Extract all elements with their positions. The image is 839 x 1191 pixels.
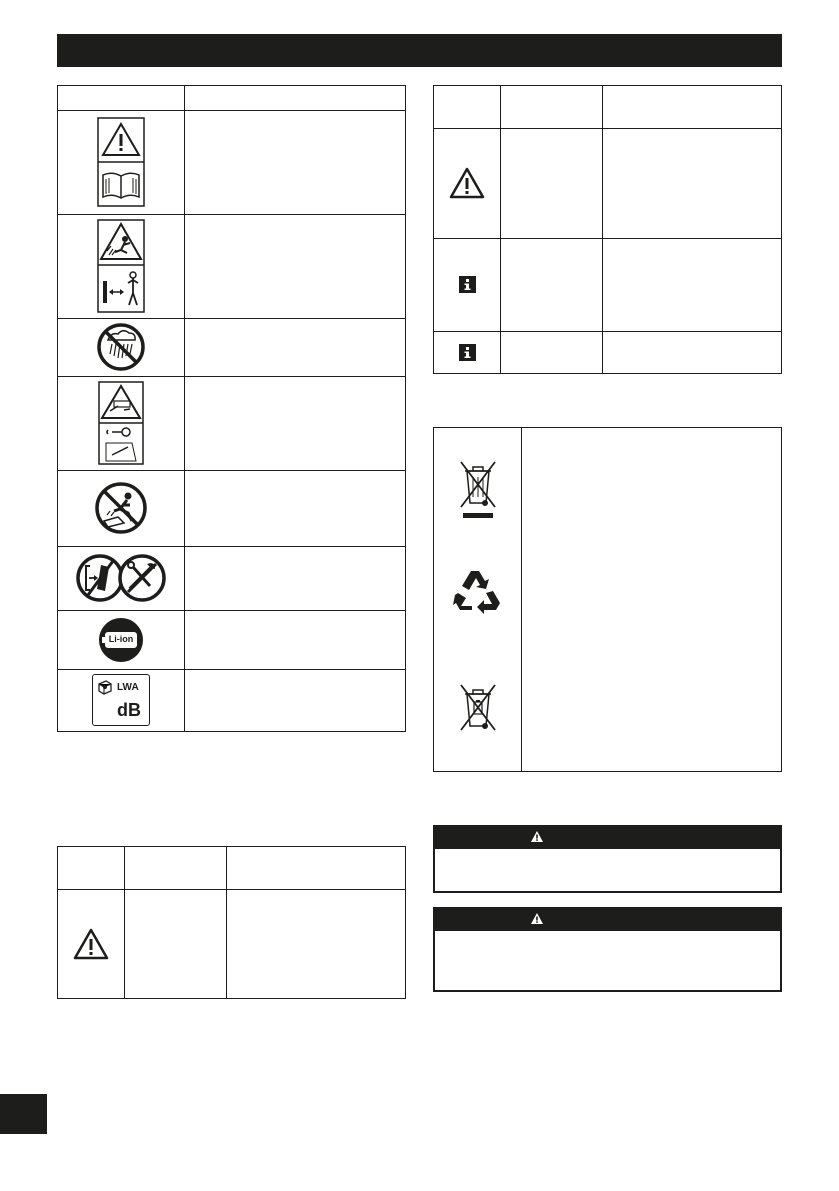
li-ion-battery-icon [58, 610, 184, 669]
page-number-tab [0, 1094, 47, 1134]
warning-triangle-icon [58, 889, 124, 999]
cutting-hazard-remove-key-icon [58, 376, 184, 470]
lwa-label: LWA [117, 682, 139, 693]
remove-key-before-maintenance-icon [58, 546, 184, 610]
warning-triangle-icon [434, 128, 500, 238]
crossed-bin-battery-icon [434, 678, 521, 738]
thrown-objects-keep-distance-icon [58, 214, 184, 318]
disposal-table [433, 427, 782, 772]
signal-table-left [57, 846, 406, 999]
warning-read-manual-icon [58, 110, 184, 214]
db-label: dB [117, 700, 141, 720]
signal-table-right [433, 85, 782, 374]
recycle-icon [434, 556, 521, 624]
warning-box-1 [433, 825, 782, 893]
warning-triangle-icon [531, 913, 543, 924]
sound-power-level-icon [58, 669, 184, 731]
warning-box-2 [433, 907, 782, 992]
li-ion-label: Li-ion [108, 633, 134, 644]
no-feet-hands-near-blade-icon [58, 470, 184, 546]
crossed-bin-bar-icon [434, 440, 521, 540]
info-icon [434, 238, 500, 331]
warning-triangle-icon [531, 831, 543, 842]
info-icon [434, 331, 500, 374]
no-rain-icon [58, 318, 184, 376]
symbols-table [57, 85, 406, 732]
section-header-bar [57, 34, 782, 67]
warning-box-2-header [435, 909, 780, 931]
warning-box-1-header [435, 827, 780, 849]
